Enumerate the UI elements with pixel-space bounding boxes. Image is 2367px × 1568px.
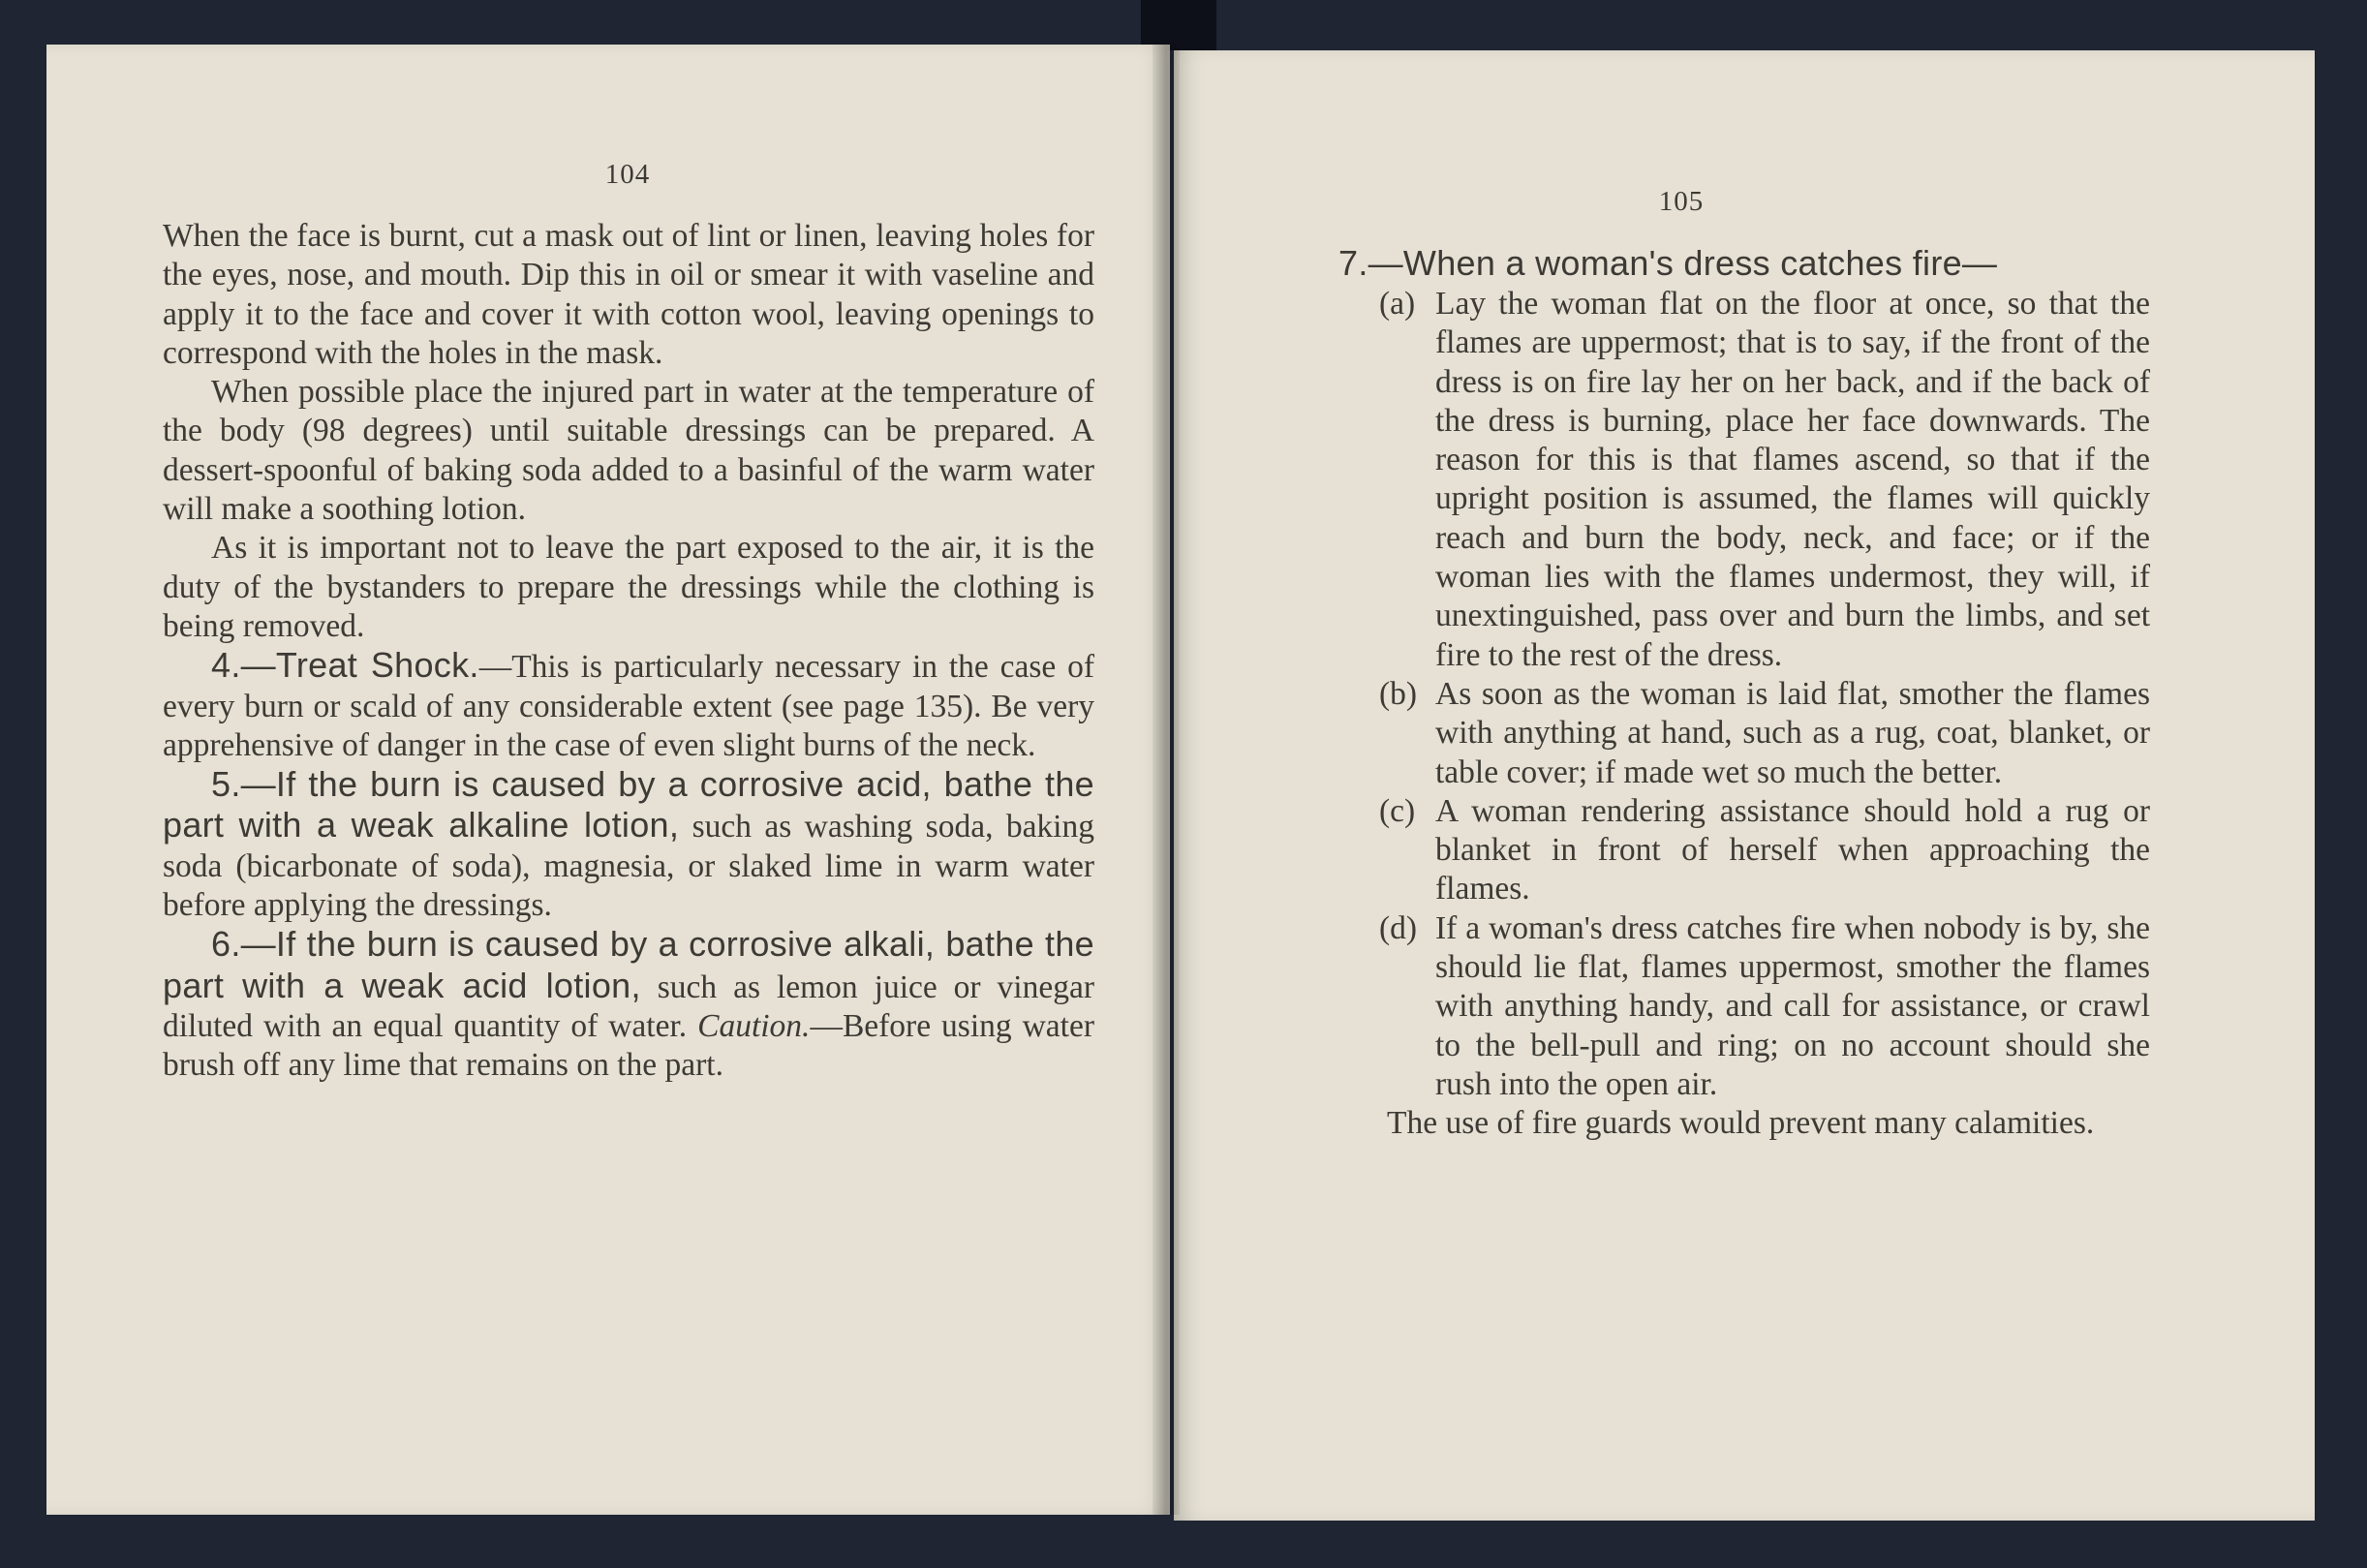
list-item [1338, 909, 2150, 1104]
item-marker: (a) [1379, 286, 1416, 322]
section-6-heading: 6.—If the burn is caused by a corrosive alkali, bathe the part with a weak acid lotion, [163, 924, 1094, 1005]
caution-text: —Before using water brush off any lime that remains on the part. [163, 1007, 1094, 1084]
item-text: Lay the woman flat on the floor at once, so that the flames are uppermost; that is to say, if the front of the dress is on fire lay her on her back, and if the back of the dress is burning, place her face downwards. The reason for this is that flames ascend, so that if the upright position is assumed, the flames will quickly reach and burn the body, neck, and face; or if the woman lies with the flames undermost, they will, if unextinguished, pass over and burn the limbs, and set fire to the rest of the dress. [1435, 286, 2150, 673]
section-5 [163, 765, 1094, 925]
item-marker: (c) [1379, 792, 1416, 829]
paragraph-water: When possible place the injured part in water at the temperature of the body (98 degrees) until suitable dressings can be prepared. A dessert-spoonful of baking soda added to a basinful of the warm water will make a soothing lotion. [163, 374, 1094, 528]
left-page-text [163, 217, 1094, 1086]
page-number-left: 104 [604, 159, 651, 190]
list-item [1338, 285, 2150, 675]
item-text: A woman rendering assistance should hold a rug or blanket in front of herself when approaching the flames. [1435, 792, 2150, 907]
paragraph-dressings: As it is important not to leave the part exposed to the air, it is the duty of the bystanders to prepare the dressings while the clothing is being removed. [163, 530, 1094, 644]
section-6-text: such as lemon juice or vinegar diluted with an equal quantity of water. [163, 968, 1094, 1044]
right-page [1174, 50, 2315, 1521]
item-text: If a woman's dress catches fire when nobody is by, she should lie flat, flames uppermost, smother the flames with anything handy, and call for assistance, or crawl to the bell-pull and ring; on no account should she rush into the open air. [1435, 909, 2150, 1102]
left-page [46, 45, 1170, 1515]
book-spine-shadow [1141, 0, 1216, 50]
section-7-heading: 7.—When a woman's dress catches fire— [1338, 243, 1998, 283]
item-text: As soon as the woman is laid flat, smother the flames with anything at hand, such as a rug, coat, blanket, or table cover; if made wet so much the better. [1435, 675, 2150, 790]
section-4-heading: 4.—Treat Shock. [211, 645, 479, 686]
section-4-text: —This is particularly necessary in the case of every burn or scald of any considerable extent (see page 135). Be very apprehensive of danger in the case of even slight burns of the neck. [163, 649, 1094, 763]
item-marker: (d) [1379, 909, 1418, 946]
item-marker: (b) [1379, 675, 1418, 712]
page-number-right: 105 [1658, 186, 1705, 217]
list-item [1338, 792, 2150, 909]
section-4 [163, 646, 1094, 765]
paragraph-face-burn: When the face is burnt, cut a mask out of lint or linen, leaving holes for the eyes, nose, and mouth. Dip this in oil or smear it with vaseline and apply it to the face and cover it with cotton wool, leaving openings to correspond with the holes in the mask. [163, 218, 1094, 371]
section-6 [163, 925, 1094, 1085]
section-5-heading: 5.—If the burn is caused by a corrosive acid, bathe the part with a weak alkaline lotion, [163, 764, 1094, 845]
book-gutter [1153, 45, 1180, 1515]
closing-paragraph: The use of fire guards would prevent many calamities. [1387, 1105, 2095, 1142]
list-item [1338, 675, 2150, 792]
section-5-text: such as washing soda, baking soda (bicarbonate of soda), magnesia, or slaked lime in warm water before applying the dressings. [163, 809, 1094, 924]
caution-label: Caution. [697, 1007, 811, 1044]
right-page-text [1338, 242, 2150, 1144]
